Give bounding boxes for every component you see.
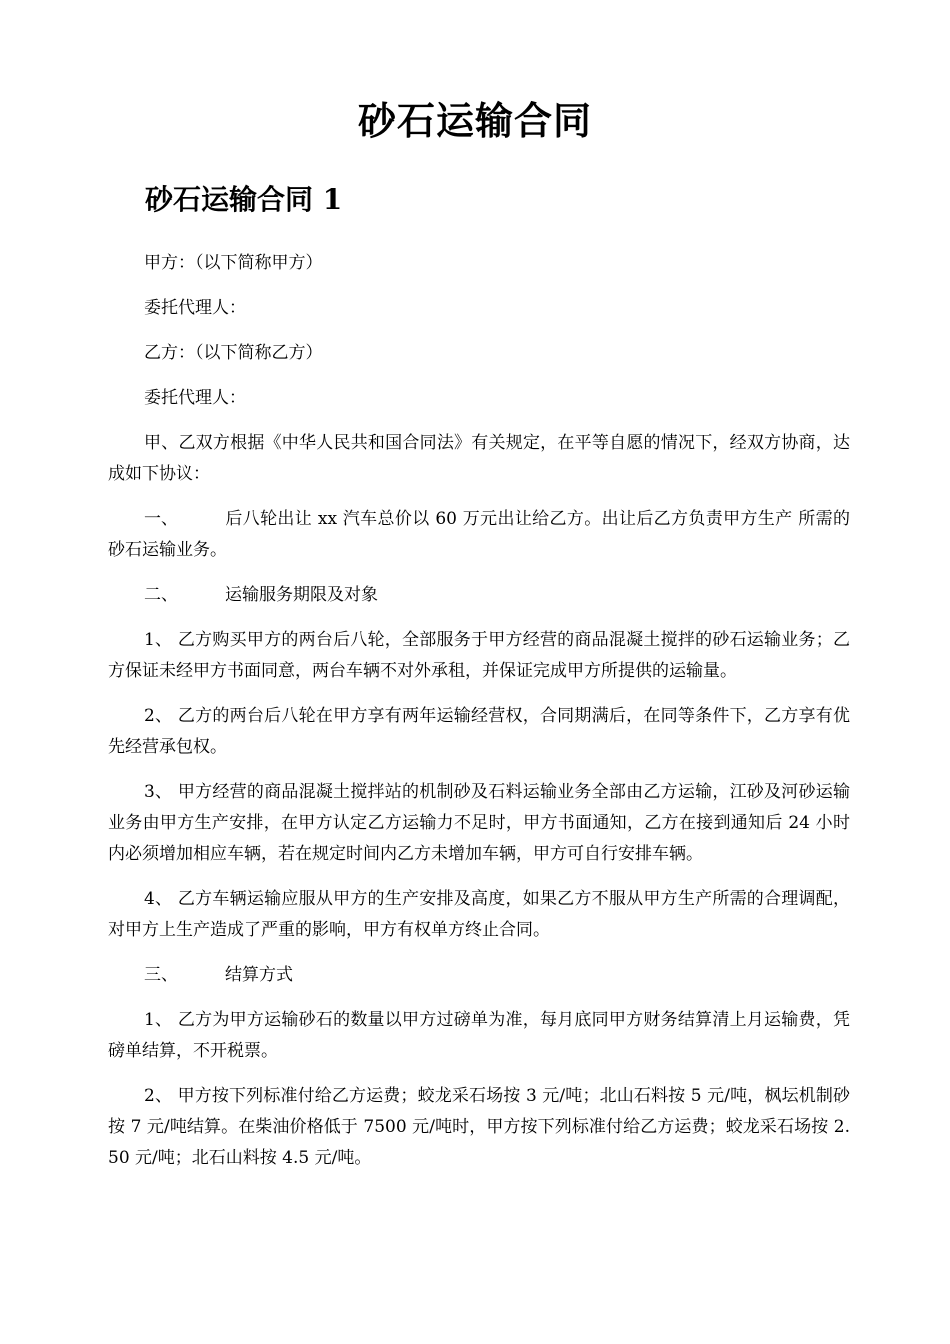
clause-2-item-3: 3、 甲方经营的商品混凝土搅拌站的机制砂及石料运输业务全部由乙方运输，江砂及河砂运输业务由甲方生产安排，在甲方认定乙方运输力不足时，甲方书面通知，乙方在接到通知后 24 小时内必须增加相应车辆，若在规定时间内乙方未增加车辆，甲方可自行安排车辆。 (108, 782, 850, 864)
clause-2-heading: 二、 运输服务期限及对象 (108, 580, 850, 611)
document-title: 砂石运输合同 (357, 98, 592, 143)
clause-3-item-2: 2、 甲方按下列标准付给乙方运费；蛟龙采石场按 3 元/吨；北山石料按 5 元/吨，枫坛机制砂按 7 元/吨结算。在柴油价格低于 7500 元/吨时，甲方按下列标准付给乙方运费；蛟龙采石场按 2.50 元/吨；北石山料按 4.5 元/吨。 (108, 1086, 850, 1168)
clause-3-item-1: 1、 乙方为甲方运输砂石的数量以甲方过磅单为准，每月底同甲方财务结算清上月运输费，凭磅单结算，不开税票。 (108, 1010, 850, 1061)
clause-3-heading: 三、 结算方式 (108, 960, 850, 991)
clause-2-item-4: 4、 乙方车辆运输应服从甲方的生产安排及高度，如果乙方不服从甲方生产所需的合理调配，对甲方上生产造成了严重的影响，甲方有权单方终止合同。 (108, 889, 850, 940)
document-body (108, 248, 850, 1188)
clause-number: 二、 (144, 585, 178, 605)
party-b-agent-line: 委托代理人： (144, 388, 246, 408)
party-b-line: 乙方：（以下简称乙方） (144, 343, 323, 363)
clause-2-item-1: 1、 乙方购买甲方的两台后八轮，全部服务于甲方经营的商品混凝土搅拌的砂石运输业务；乙方保证未经甲方书面同意，两台车辆不对外承租，并保证完成甲方所提供的运输量。 (108, 630, 850, 681)
section-title: 砂石运输合同 1 (145, 183, 343, 216)
preamble-paragraph: 甲、乙双方根据《中华人民共和国合同法》有关规定，在平等自愿的情况下，经双方协商，达成如下协议： (108, 433, 850, 484)
clause-number: 三、 (144, 965, 178, 985)
clause-number: 一、 (144, 509, 178, 529)
party-a-line: 甲方：（以下简称甲方） (144, 253, 323, 273)
clause-2-item-2: 2、 乙方的两台后八轮在甲方享有两年运输经营权，合同期满后，在同等条件下，乙方享有优先经营承包权。 (108, 706, 850, 757)
clause-1-paragraph: 一、 后八轮出让 xx 汽车总价以 60 万元出让给乙方。出让后乙方负责甲方生产 所需的砂石运输业务。 (108, 504, 850, 566)
party-a-agent-line: 委托代理人： (144, 298, 246, 318)
